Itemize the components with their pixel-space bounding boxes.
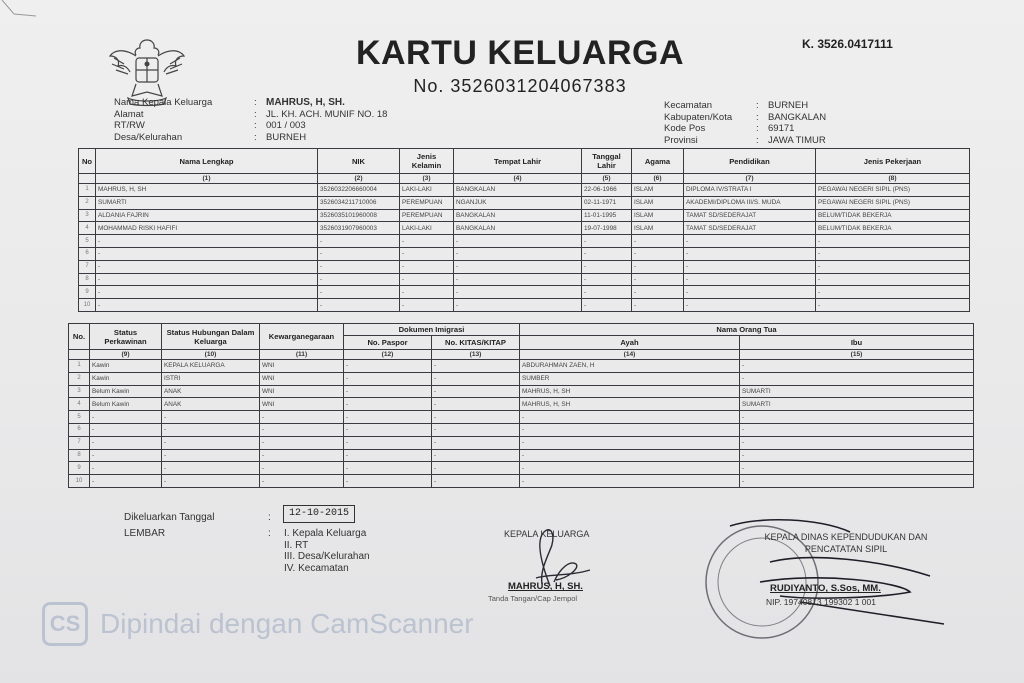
table-cell: - (520, 449, 740, 462)
table-cell: 8 (69, 449, 90, 462)
table-cell: 9 (79, 286, 96, 299)
table-cell: 02-11-1971 (582, 196, 632, 209)
info-label: RT/RW (114, 120, 145, 131)
header-mother: Ibu (740, 336, 974, 350)
table-cell: - (740, 360, 974, 373)
index-cell: (12) (344, 350, 432, 360)
table-cell: - (632, 286, 684, 299)
table-cell: - (400, 273, 454, 286)
table-cell: - (520, 423, 740, 436)
header-marital-status: Status Perkawinan (90, 324, 162, 350)
info-label: Kecamatan (664, 100, 713, 111)
index-cell: (2) (318, 174, 400, 184)
table-row (69, 436, 974, 449)
table-cell: - (582, 299, 632, 312)
table-cell: - (344, 372, 432, 385)
table-cell: NGANJUK (454, 196, 582, 209)
table-cell: - (432, 360, 520, 373)
table-cell: BANGKALAN (454, 222, 582, 235)
table-cell: - (520, 475, 740, 488)
table-cell: TAMAT SD/SEDERAJAT (684, 209, 816, 222)
table-cell: WNI (260, 385, 344, 398)
table-row (69, 372, 974, 385)
table-cell: SUMARTI (740, 398, 974, 411)
table-cell: 10 (79, 299, 96, 312)
table-cell: - (432, 372, 520, 385)
table-cell: - (454, 235, 582, 248)
table-cell: 3526032206660004 (318, 184, 400, 197)
table-cell: - (432, 385, 520, 398)
info-value: 69171 (768, 123, 795, 134)
table-cell: - (318, 235, 400, 248)
table-cell: PEREMPUAN (400, 196, 454, 209)
table-cell: - (520, 462, 740, 475)
table-cell: - (582, 273, 632, 286)
sheet-item: I. Kepala Keluarga (284, 528, 367, 539)
table-cell: 8 (79, 273, 96, 286)
table-cell: MAHRUS, H, SH (96, 184, 318, 197)
table-row (69, 475, 974, 488)
table-cell: Kawin (90, 360, 162, 373)
camscanner-watermark (42, 602, 474, 646)
info-value: BANGKALAN (768, 111, 827, 123)
table-cell: - (454, 286, 582, 299)
paper-fold-mark (0, 0, 40, 20)
table-cell: - (162, 449, 260, 462)
table-cell: PEREMPUAN (400, 209, 454, 222)
header-kitas: No. KITAS/KITAP (432, 336, 520, 350)
table-cell: - (816, 299, 970, 312)
table-cell: - (90, 411, 162, 424)
table-cell: - (432, 411, 520, 424)
table-cell: 1 (79, 184, 96, 197)
index-cell: (11) (260, 350, 344, 360)
info-value: BURNEH (266, 131, 307, 143)
table-cell: 19-07-1998 (582, 222, 632, 235)
header-birthplace: Tempat Lahir (454, 149, 582, 174)
table-cell: - (318, 247, 400, 260)
table-row (79, 286, 970, 299)
table-row (79, 299, 970, 312)
table-cell: - (816, 247, 970, 260)
family-head-sign-title: KEPALA KELUARGA (504, 529, 590, 539)
table-cell: - (632, 273, 684, 286)
family-head-sign-note: Tanda Tangan/Cap Jempol (488, 594, 578, 603)
header-father: Ayah (520, 336, 740, 350)
table-cell: 4 (69, 398, 90, 411)
table-row (79, 235, 970, 248)
info-value: BURNEH (768, 100, 809, 111)
table-cell: - (400, 260, 454, 273)
head-info-right: Kecamatan : BURNEH Kabupaten/Kota : BANGKALAN Kode Pos : 69171 Provinsi : JAWA TIMUR (664, 100, 827, 146)
table-cell: 3526031907960003 (318, 222, 400, 235)
table-cell: - (684, 299, 816, 312)
table-cell: - (740, 372, 974, 385)
info-value: MAHRUS, H, SH. (266, 97, 345, 108)
table-cell: - (632, 260, 684, 273)
table-cell: - (162, 436, 260, 449)
table-cell: DIPLOMA IV/STRATA I (684, 184, 816, 197)
issued-date-label: Dikeluarkan Tanggal (124, 512, 215, 523)
info-value: 001 / 003 (266, 120, 306, 131)
table-cell: ANAK (162, 398, 260, 411)
table-cell: - (684, 235, 816, 248)
table-cell: 7 (79, 260, 96, 273)
info-label: Desa/Kelurahan (114, 131, 183, 143)
issued-date-box: 12-10-2015 (283, 505, 355, 523)
table-cell: 10 (69, 475, 90, 488)
table-cell: - (816, 235, 970, 248)
table-cell: KEPALA KELUARGA (162, 360, 260, 373)
table-cell: - (344, 385, 432, 398)
table-cell: Belum Kawin (90, 398, 162, 411)
k-number: K. 3526.0417111 (802, 37, 893, 51)
table-row (69, 360, 974, 373)
table-row (79, 209, 970, 222)
table-cell: - (344, 436, 432, 449)
table-cell: BELUM/TIDAK BEKERJA (816, 209, 970, 222)
table-cell: - (740, 411, 974, 424)
index-cell: (1) (96, 174, 318, 184)
document-number: No. 3526031204067383 (413, 76, 627, 96)
index-row (79, 174, 970, 184)
table-cell: - (260, 462, 344, 475)
index-cell: (7) (684, 174, 816, 184)
table-cell: - (684, 286, 816, 299)
table-cell: 2 (79, 196, 96, 209)
colon: : (268, 512, 271, 523)
table-cell: - (162, 475, 260, 488)
index-cell: (9) (90, 350, 162, 360)
table-cell: - (432, 462, 520, 475)
table-cell: - (740, 423, 974, 436)
header-family-relation: Status Hubungan Dalam Keluarga (162, 324, 260, 350)
camscanner-logo-icon: CS (42, 602, 88, 646)
table-cell: - (344, 449, 432, 462)
table-cell: - (582, 235, 632, 248)
table-cell: - (454, 273, 582, 286)
table-cell: - (162, 411, 260, 424)
table-cell: - (96, 247, 318, 260)
table-cell: - (260, 475, 344, 488)
header-birthdate: Tanggal Lahir (582, 149, 632, 174)
table-cell: - (740, 449, 974, 462)
index-cell: (15) (740, 350, 974, 360)
table-cell: - (400, 235, 454, 248)
table-cell: WNI (260, 372, 344, 385)
table-cell: - (318, 273, 400, 286)
table-cell: - (432, 423, 520, 436)
index-cell: (4) (454, 174, 582, 184)
header-passport: No. Paspor (344, 336, 432, 350)
table-cell: - (400, 299, 454, 312)
table-cell: - (400, 286, 454, 299)
table-cell: 11-01-1995 (582, 209, 632, 222)
table-cell: - (816, 273, 970, 286)
info-value: JL. KH. ACH. MUNIF NO. 18 (266, 108, 388, 120)
index-cell: (5) (582, 174, 632, 184)
table-cell: - (162, 423, 260, 436)
header-nik: NIK (318, 149, 400, 174)
index-cell: (13) (432, 350, 520, 360)
colon: : (268, 528, 271, 539)
table-cell: MAHRUS, H, SH (520, 385, 740, 398)
table-cell: - (432, 398, 520, 411)
table-cell: - (684, 273, 816, 286)
table-cell: BELUM/TIDAK BEKERJA (816, 222, 970, 235)
table-cell: ISLAM (632, 196, 684, 209)
table-cell: LAKI-LAKI (400, 184, 454, 197)
table-cell: - (344, 360, 432, 373)
table-cell: ISLAM (632, 184, 684, 197)
table-row (79, 222, 970, 235)
table-row (69, 398, 974, 411)
table-cell: ANAK (162, 385, 260, 398)
table-cell: PEGAWAI NEGERI SIPIL (PNS) (816, 184, 970, 197)
table-cell: 22-06-1966 (582, 184, 632, 197)
table-cell: ISLAM (632, 209, 684, 222)
table-cell: PEGAWAI NEGERI SIPIL (PNS) (816, 196, 970, 209)
table-cell: - (96, 299, 318, 312)
table-cell: - (454, 299, 582, 312)
table-cell: - (740, 436, 974, 449)
table-cell: LAKI-LAKI (400, 222, 454, 235)
table-cell: - (632, 235, 684, 248)
table-cell: WNI (260, 398, 344, 411)
table-row (69, 449, 974, 462)
family-status-table (68, 323, 974, 488)
table-row (69, 462, 974, 475)
table-cell: - (432, 436, 520, 449)
table-cell: 5 (69, 411, 90, 424)
table-cell: - (400, 247, 454, 260)
table-cell: 6 (69, 423, 90, 436)
table-cell: BANGKALAN (454, 184, 582, 197)
table-cell: - (318, 260, 400, 273)
table-cell: - (816, 260, 970, 273)
table-cell: - (632, 299, 684, 312)
table-cell: - (344, 462, 432, 475)
sheet-item: II. RT (284, 539, 309, 551)
sheet-item: III. Desa/Kelurahan (284, 551, 370, 562)
table-cell: - (582, 286, 632, 299)
table-cell: - (90, 423, 162, 436)
header-education: Pendidikan (684, 149, 816, 174)
info-label: Kode Pos (664, 123, 706, 134)
table-cell: 4 (79, 222, 96, 235)
sheet-label: LEMBAR (124, 528, 166, 539)
index-row (69, 350, 974, 360)
table-cell: Belum Kawin (90, 385, 162, 398)
table-cell: 3526034211710006 (318, 196, 400, 209)
table-row (79, 184, 970, 197)
table-cell: - (684, 260, 816, 273)
info-label: Kabupaten/Kota (664, 111, 733, 123)
table-cell: - (344, 411, 432, 424)
sheet-item: IV. Kecamatan (284, 562, 349, 574)
table-cell: - (454, 260, 582, 273)
index-cell: (6) (632, 174, 684, 184)
table-cell: 2 (69, 372, 90, 385)
table-cell: - (96, 273, 318, 286)
header-immigration-docs: Dokumen Imigrasi (344, 324, 520, 336)
info-label: Provinsi (664, 134, 698, 146)
table-cell: - (344, 475, 432, 488)
official-sign-name: RUDIYANTO, S.Sos, MM. (770, 583, 881, 594)
table-cell: - (96, 286, 318, 299)
table-row (79, 196, 970, 209)
table-row (69, 411, 974, 424)
table-cell: 6 (79, 247, 96, 260)
table-cell: MOHAMMAD RISKI HAFIFI (96, 222, 318, 235)
table-cell: ISTRI (162, 372, 260, 385)
sheet-list (284, 528, 370, 574)
header-no: No (79, 149, 96, 174)
table-row (79, 247, 970, 260)
family-head-sign-name: MAHRUS, H, SH. (508, 581, 583, 592)
table-cell: ABDURAHMAN ZAEN, H (520, 360, 740, 373)
table-row (79, 273, 970, 286)
header-full-name: Nama Lengkap (96, 149, 318, 174)
index-cell: (10) (162, 350, 260, 360)
table-cell: 3 (79, 209, 96, 222)
table-cell: - (432, 449, 520, 462)
table-cell: - (740, 462, 974, 475)
table-row (69, 385, 974, 398)
index-cell: (8) (816, 174, 970, 184)
table-cell: - (432, 475, 520, 488)
table-cell: 9 (69, 462, 90, 475)
table-cell: WNI (260, 360, 344, 373)
header-parents: Nama Orang Tua (520, 324, 974, 336)
table-cell: - (90, 475, 162, 488)
index-cell (79, 174, 96, 184)
header-gender: Jenis Kelamin (400, 149, 454, 174)
table-cell: - (520, 411, 740, 424)
table-cell: Kawin (90, 372, 162, 385)
header-citizenship: Kewarganegaraan (260, 324, 344, 350)
info-label: Alamat (114, 108, 144, 120)
table-cell: - (684, 247, 816, 260)
table-cell: - (632, 247, 684, 260)
table-cell: - (90, 436, 162, 449)
table-cell: SUMARTI (96, 196, 318, 209)
table-cell: 7 (69, 436, 90, 449)
index-cell: (3) (400, 174, 454, 184)
head-info-left: Nama Kepala Keluarga : MAHRUS, H, SH. Alamat : JL. KH. ACH. MUNIF NO. 18 RT/RW : 001 / 003 Desa/Kelurahan : BURNEH (114, 97, 388, 143)
table-cell: - (96, 260, 318, 273)
table-cell: - (260, 411, 344, 424)
header-occupation: Jenis Pekerjaan (816, 149, 970, 174)
info-label: Nama Kepala Keluarga (114, 97, 213, 108)
official-sign-title: KEPALA DINAS KEPENDUDUKAN DAN PENCATATAN SIPIL (764, 532, 928, 554)
family-members-table (78, 148, 970, 312)
table-cell: MAHRUS, H, SH (520, 398, 740, 411)
table-cell: - (90, 462, 162, 475)
table-cell: AKADEMI/DIPLOMA III/S. MUDA (684, 196, 816, 209)
table-row (69, 423, 974, 436)
table-cell: 3 (69, 385, 90, 398)
table-cell: - (740, 475, 974, 488)
table-cell: 3526035101960008 (318, 209, 400, 222)
watermark-text: Dipindai dengan CamScanner (100, 608, 474, 639)
table-cell: - (816, 286, 970, 299)
table-cell: - (318, 299, 400, 312)
table-cell: - (162, 462, 260, 475)
table-cell: ALDANIA FAJRIN (96, 209, 318, 222)
table-cell: TAMAT SD/SEDERAJAT (684, 222, 816, 235)
table-cell: SUMARTI (740, 385, 974, 398)
table-cell: - (260, 449, 344, 462)
table-cell: - (96, 235, 318, 248)
table-cell: - (318, 286, 400, 299)
table-cell: - (260, 436, 344, 449)
table-cell: - (520, 436, 740, 449)
header-religion: Agama (632, 149, 684, 174)
table-cell: 5 (79, 235, 96, 248)
index-cell (69, 350, 90, 360)
table-cell: - (454, 247, 582, 260)
table-cell: - (582, 260, 632, 273)
table-cell: - (344, 423, 432, 436)
info-value: JAWA TIMUR (768, 134, 826, 146)
table-row (79, 260, 970, 273)
official-nip: NIP. 19740813 199302 1 001 (766, 597, 876, 607)
table-cell: - (260, 423, 344, 436)
table-cell: - (90, 449, 162, 462)
table-cell: 1 (69, 360, 90, 373)
table-cell: - (344, 398, 432, 411)
table-cell: - (582, 247, 632, 260)
table-cell: ISLAM (632, 222, 684, 235)
index-cell: (14) (520, 350, 740, 360)
header-no: No. (69, 324, 90, 350)
document-title: KARTU KELUARGA (355, 34, 685, 72)
table-cell: BANGKALAN (454, 209, 582, 222)
table-cell: SUMBER (520, 372, 740, 385)
